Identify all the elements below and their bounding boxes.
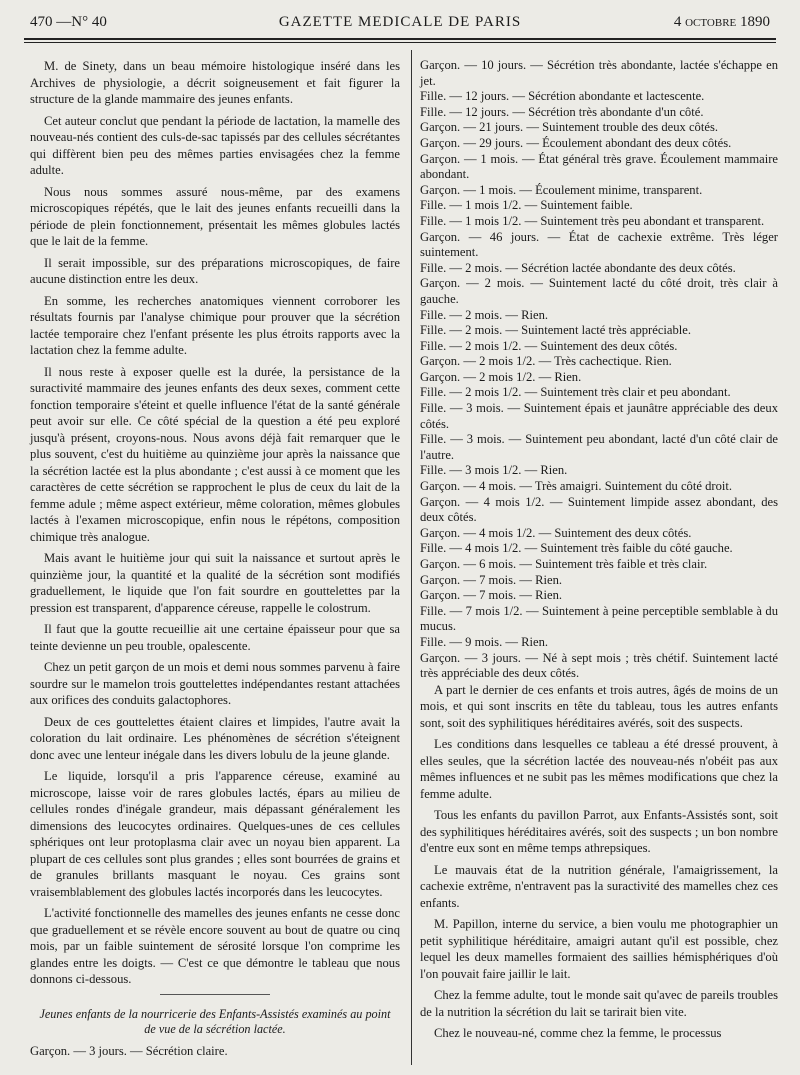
data-table <box>420 58 778 682</box>
table-row: Garçon. — 1 mois. — État général très grave. Écoulement mammaire abondant. <box>420 151 778 182</box>
paragraph: Deux de ces gouttelettes étaient claires et limpides, l'autre avait la coloration du lait ordinaire. Les phénomènes de sécrétion s'éteignent donc avec une lenteur inégale dans les divers lobulu de la jeune glande. <box>30 714 400 762</box>
issue-date: 4 octobre 1890 <box>673 14 770 30</box>
table-row: Fille. — 7 mois 1/2. — Suintement à peine perceptible semblable à du mucus. <box>420 603 778 634</box>
table-row: Fille. — 3 mois. — Suintement peu abondant, lacté d'un côté clair de l'autre. <box>420 432 778 462</box>
table-row: Garçon. — 3 jours. — Sécrétion claire. <box>30 1043 228 1058</box>
paragraph: Il serait impossible, sur des préparations microscopiques, de faire aucune distinction entre les deux. <box>30 255 400 286</box>
table-row: Fille. — 2 mois. — Rien. <box>420 307 549 322</box>
table-row: Fille. — 3 mois. — Suintement épais et jaunâtre appréciable des deux côtés. <box>420 401 778 431</box>
paragraph: Chez un petit garçon de un mois et demi nous sommes parvenu à faire sourdre sur le mamelon trois gouttelettes indépendantes restant attachées aux orifices des conduits galactophores. <box>30 660 400 707</box>
table-row: Garçon. — 6 mois. — Suintement très faible et très clair. <box>420 557 708 571</box>
paragraph: En somme, les recherches anatomiques viennent corroborer les résultats fournis par l'analyse chimique pour prouver que la sécrétion lactée temporaire chez l'enfant présente les plus étroits rapports avec la lactation chez la femme adulte. <box>30 293 400 357</box>
paragraph: Tous les enfants du pavillon Parrot, aux Enfants-Assistés sont, soit des syphilitiques héréditaires avérés, soit des suspects ; un bon nombre d'entre eux sont en même temps athrepsiques. <box>420 808 778 856</box>
table-row: Garçon. — 2 mois. — Suintement lacté du côté droit, très clair à gauche. <box>420 276 778 306</box>
paragraph: M. de Sinety, dans un beau mémoire histologique inséré dans les Archives de physiologie, a décrit soigneusement et fait figurer la structure de la glande mammaire des jeunes enfants. <box>30 59 400 106</box>
journal-title: GAZETTE MEDICALE DE PARIS <box>278 14 522 30</box>
table-row: Garçon. — 7 mois. — Rien. <box>420 588 563 603</box>
table-row: Garçon. — 1 mois. — Écoulement minime, transparent. <box>420 182 703 197</box>
table-row: Garçon. — 4 mois. — Très amaigri. Suintement du côté droit. <box>420 479 733 494</box>
header-rule <box>24 38 776 40</box>
right-column <box>420 58 778 1047</box>
table-row: Fille. — 9 mois. — Rien. <box>420 634 549 649</box>
table-row: Garçon. — 4 mois 1/2. — Suintement des deux côtés. <box>420 525 692 540</box>
table-row: Garçon. — 2 mois 1/2. — Rien. <box>420 369 582 384</box>
table-row: Fille. — 2 mois 1/2. — Suintement très clair et peu abondant. <box>420 385 731 400</box>
paragraph: M. Papillon, interne du service, a bien voulu me photographier un petit syphilitique héréditaire, amaigri autant qu'il est possible, chez lequel les deux mamelles formaient des saillies hémisphériques d'où l'on pouvait faire jaillir le lait. <box>420 917 778 981</box>
paragraph: Les conditions dans lesquelles ce tableau a été dressé prouvent, à elles seules, que la sécrétion lactée des nouveau-nés n'obéit pas aux mêmes influences et ne subit pas les mêmes modifications que chez la femme adulte. <box>420 737 778 801</box>
paragraph: Chez la femme adulte, tout le monde sait qu'avec de pareils troubles de la nutrition la sécrétion du lait se tarirait bien vite. <box>420 988 778 1019</box>
column-divider <box>411 50 412 1065</box>
table-row: Fille. — 1 mois 1/2. — Suintement très peu abondant et transparent. <box>420 213 765 228</box>
table-row: Garçon. — 7 mois. — Rien. <box>420 572 563 587</box>
table-row: Fille. — 2 mois. — Sécrétion lactée abondante des deux côtés. <box>420 260 736 275</box>
paragraph: Il nous reste à exposer quelle est la durée, la persistance de la suractivité mammaire des jeunes enfants des deux sexes, comment cette fonction temporaire s'éteint et quelle influence l'état de la santé générale peut avoir sur elle. Ce côté spécial de la question a été peu exploré jusqu'à présent, croyons-nous. Nous avons déjà fait remarquer que le plus souvent, c'est du huitième au quinzième jour après la naissance que la sécrétion lactée est la plus abondante ; c'est aussi à ce moment que les caractères de cette sécrétion se rapprochent le plus de ceux du lait de la femme adule ; même aspect extérieur, même coloration, mêmes globules lactés à l'examen microscopique, enfin nous le répétons, composition chimique très analogue. <box>30 364 400 544</box>
page-header <box>30 14 770 36</box>
paragraph: Le mauvais état de la nutrition générale, l'amaigrissement, la cachexie extrême, n'entravent pas la suractivité des mamelles chez ces enfants. <box>420 862 778 910</box>
table-row: Garçon. — 46 jours. — État de cachexie extrême. Très léger suintement. <box>420 229 778 260</box>
table-row: Fille. — 3 mois 1/2. — Rien. <box>420 463 568 478</box>
section-separator <box>160 994 270 995</box>
table-row: Garçon. — 3 jours. — Né à sept mois ; très chétif. Suintement lacté très appréciable des deux côtés. <box>420 650 778 681</box>
table-row: Garçon. — 29 jours. — Écoulement abondant des deux côtés. <box>420 135 732 150</box>
table-row: Garçon. — 4 mois 1/2. — Suintement limpide assez abondant, des deux côtés. <box>420 494 778 525</box>
table-row: Fille. — 2 mois 1/2. — Suintement des deux côtés. <box>420 338 678 353</box>
table-row: Fille. — 2 mois. — Suintement lacté très appréciable. <box>420 323 692 338</box>
table-row: Garçon. — 21 jours. — Suintement trouble des deux côtés. <box>420 120 718 135</box>
table-row: Fille. — 12 jours. — Sécrétion abondante et lactescente. <box>420 89 705 104</box>
paragraph: A part le dernier de ces enfants et trois autres, âgés de moins de un mois, et qui sont inscrits en tête du tableau, tous les autres enfants sont, soit des syphilitiques héréditaires avérés, soit des suspects. <box>420 682 778 730</box>
left-column <box>30 58 400 1064</box>
table-row: Fille. — 1 mois 1/2. — Suintement faible. <box>420 198 633 213</box>
paragraph: Le liquide, lorsqu'il a pris l'apparence céreuse, examiné au microscope, laisse voir de rares globules lactés, épars au milieu de cellules rondes d'inégale grandeur, mais dépassant généralement les dimensions des leucocytes ordinaires. Quelques-unes de ces cellules sphériques ont leur protoplasma clair avec un noyau bien apparent. La plupart de ces cellules sont plus grandes ; elles sont bourrées de grains et de granules brillants masquant le noyau. Ces grains sont vraisemblablement des globules lactés incorporés dans les leucocytes. <box>30 769 400 899</box>
table-row: Garçon. — 10 jours. — Sécrétion très abondante, lactée s'échappe en jet. <box>420 58 778 88</box>
table-caption: Jeunes enfants de la nourricerie des Enfants-Assistés examinés au point de vue de la sécrétion lactée. <box>39 1006 391 1036</box>
table-row: Fille. — 4 mois 1/2. — Suintement très faible du côté gauche. <box>420 541 733 556</box>
table-row: Fille. — 12 jours. — Sécrétion très abondante d'un côté. <box>420 104 704 119</box>
page-number: 470 —N° 40 <box>30 14 107 30</box>
paragraph: Cet auteur conclut que pendant la période de lactation, la mamelle des nouveau-nés contient des culs-de-sac tapissés par des cellules sécrétantes qui diffèrent bien peu des mêmes parties envisagées chez la femme adulte. <box>30 113 400 177</box>
paragraph: Nous nous sommes assuré nous-même, par des examens microscopiques répétés, que le lait des jeunes enfants recueilli dans la période de plein fonctionnement, présentait les mêmes globules lactés que le lait de la femme. <box>30 184 400 248</box>
paragraph: Il faut que la goutte recueillie ait une certaine épaisseur pour que sa teinte devienne un peu trouble, opalescente. <box>30 622 400 653</box>
paragraph: Mais avant le huitième jour qui suit la naissance et surtout après le quinzième jour, la quantité et la qualité de la sécrétion sont modifiés graduellement, le liquide que l'on fait sourdre en gouttelettes par la pression est transparent, d'apparence céreuse, rappelle le colostrum. <box>30 551 400 615</box>
paragraph: L'activité fonctionnelle des mamelles des jeunes enfants ne cesse donc que graduellement et se révèle encore souvent au bout de quatre ou cinq mois, par un faible suintement de sérosité lorsque l'on comprime les glandes entre les doigts. — C'est ce que démontre le tableau que nous donnons ci-dessous. <box>30 906 400 986</box>
header-rule-thin <box>24 42 776 43</box>
table-row: Garçon. — 2 mois 1/2. — Très cachectique. Rien. <box>420 354 672 369</box>
paragraph: Chez le nouveau-né, comme chez la femme, le processus <box>434 1026 722 1041</box>
